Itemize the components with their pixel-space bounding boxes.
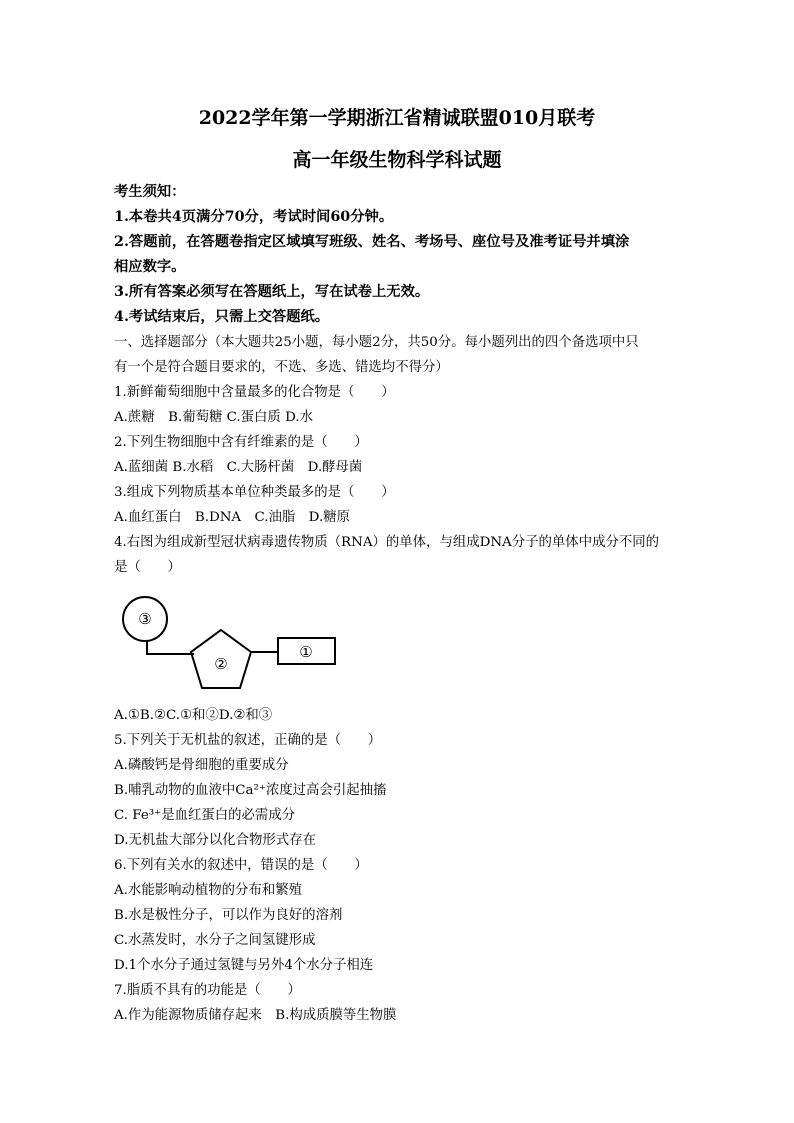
- question-options: A.血红蛋白 B.DNA C.油脂 D.糖原: [114, 510, 350, 525]
- question-stem: 3.组成下列物质基本单位种类最多的是（ ）: [114, 485, 395, 500]
- page-title: 2022学年第一学期浙江省精诚联盟010月联考: [198, 107, 596, 129]
- pentagon-label: ②: [214, 655, 228, 673]
- question-option: C. Fe³⁺是血红蛋白的必需成分: [114, 808, 296, 823]
- section-intro: 一、选择题部分（本大题共25小题，每小题2分，共50分。每小题列出的四个备选项中只: [114, 335, 639, 350]
- question-stem: 1.新鲜葡萄细胞中含量最多的化合物是（ ）: [114, 385, 395, 400]
- nucleotide-diagram: [110, 592, 350, 692]
- question-option: C.水蒸发时，水分子之间氢键形成: [114, 933, 316, 948]
- question-option: A.磷酸钙是骨细胞的重要成分: [114, 758, 289, 773]
- notice-item: 3.所有答案必须写在答题纸上，写在试卷上无效。: [114, 284, 430, 300]
- question-stem: 2.下列生物细胞中含有纤维素的是（ ）: [114, 435, 368, 450]
- question-stem: 6.下列有关水的叙述中，错误的是（ ）: [114, 858, 368, 873]
- question-option: B.哺乳动物的血液中Ca²⁺浓度过高会引起抽搐: [114, 783, 387, 798]
- question-stem: 7.脂质不具有的功能是（ ）: [114, 983, 301, 998]
- question-options: A.①B.②C.①和②D.②和③: [114, 708, 273, 723]
- notice-item: 2.答题前，在答题卷指定区域填写班级、姓名、考场号、座位号及准考证号并填涂: [114, 234, 630, 250]
- page-subtitle: 高一年级生物科学科试题: [292, 149, 502, 171]
- question-stem: 4.右图为组成新型冠状病毒遗传物质（RNA）的单体，与组成DNA分子的单体中成分不同的: [114, 535, 660, 550]
- section-intro: 有一个是符合题目要求的，不选、多选、错选均不得分）: [114, 360, 449, 375]
- question-stem: 5.下列关于无机盐的叙述，正确的是（ ）: [114, 733, 382, 748]
- question-options: A.蔗糖 B.葡萄糖 C.蛋白质 D.水: [114, 410, 313, 425]
- question-option: D.1个水分子通过氢键与另外4个水分子相连: [114, 958, 374, 973]
- bond-line: [147, 641, 194, 654]
- question-options: A.作为能源物质储存起来 B.构成质膜等生物膜: [114, 1008, 397, 1023]
- question-stem: 是（ ）: [114, 560, 181, 575]
- question-option: D.无机盐大部分以化合物形式存在: [114, 833, 316, 848]
- question-option: A.水能影响动植物的分布和繁殖: [114, 883, 303, 898]
- notice-heading: 考生须知：: [114, 184, 186, 200]
- notice-item: 1.本卷共4页满分70分，考试时间60分钟。: [114, 209, 394, 225]
- notice-item: 相应数字。: [114, 259, 186, 275]
- question-option: B.水是极性分子，可以作为良好的溶剂: [114, 908, 343, 923]
- rect-label: ①: [299, 643, 313, 661]
- notice-item: 4.考试结束后，只需上交答题纸。: [114, 309, 330, 325]
- circle-label: ③: [138, 610, 152, 628]
- question-options: A.蓝细菌 B.水稻 C.大肠杆菌 D.酵母菌: [114, 460, 363, 475]
